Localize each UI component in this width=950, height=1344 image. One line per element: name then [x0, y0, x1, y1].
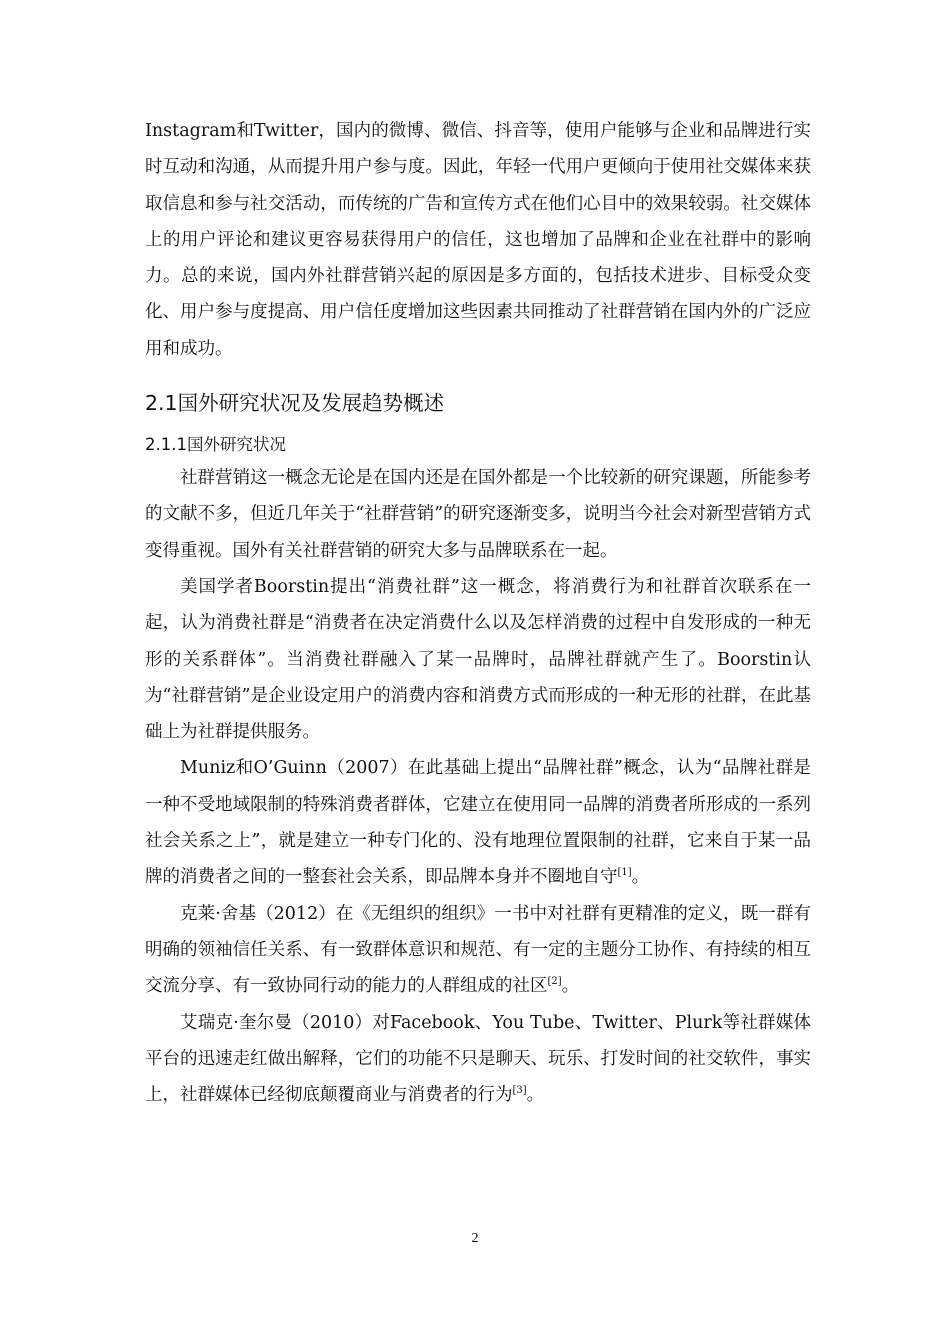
section-heading: 2.1国外研究状况及发展趋势概述 — [145, 391, 445, 416]
paragraph-shirky — [145, 896, 811, 1005]
citation-ref: [1] — [617, 867, 632, 879]
subsection-heading: 2.1.1国外研究状况 — [145, 435, 286, 455]
citation-ref: [3] — [512, 1085, 527, 1097]
paragraph-tail: 。 — [526, 1085, 545, 1106]
paragraph-text: 社群营销这一概念无论是在国内还是在国外都是一个比较新的研究课题，所能参考的文献不多，但近几年关于“社群营销”的研究逐渐变多，说明当今社会对新型营销方式变得重视。国外有关社群营销的研究大多与品牌联系在一起。 — [145, 468, 811, 561]
paragraph-text: 艾瑞克·奎尔曼（2010）对Facebook、You Tube、Twitter、Plurk等社群媒体平台的迅速走红做出解释，它们的功能不只是聊天、玩乐、打发时间的社交软件，事实上，社群媒体已经彻底颠覆商业与消费者的行为 — [145, 1012, 811, 1106]
paragraph-text: Muniz和O’Guinn（2007）在此基础上提出“品牌社群”概念，认为“品牌社群是一种不受地域限制的特殊消费者群体，它建立在使用同一品牌的消费者所形成的一系列社会关系之上”，就是建立一种专门化的、没有地理位置限制的社群，它来自于某一品牌的消费者之间的一整套社会关系，即品牌本身并不圈地自守 — [145, 758, 811, 888]
intro-paragraph: Instagram和Twitter，国内的微博、微信、抖音等，使用户能够与企业和品牌进行实时互动和沟通，从而提升用户参与度。因此，年轻一代用户更倾向于使用社交媒体来获取信息和参与社交活动，而传统的广告和宣传方式在他们心目中的效果较弱。社交媒体上的用户评论和建议更容易获得用户的信任，这也增加了品牌和企业在社群中的影响力。总的来说，国内外社群营销兴起的原因是多方面的，包括技术进步、目标受众变化、用户参与度提高、用户信任度增加这些因素共同推动了社群营销在国内外的广泛应用和成功。 — [145, 121, 811, 359]
paragraph-qualman — [145, 1005, 811, 1114]
paragraph-muniz-oguinn — [145, 750, 811, 895]
paragraph-boorstin — [145, 569, 811, 750]
paragraph-text: 美国学者Boorstin提出“消费社群”这一概念，将消费行为和社群首次联系在一起，认为消费社群是“消费者在决定消费什么以及怎样消费的过程中自发形成的一种无形的关系群体”。当消费社群融入了某一品牌时，品牌社群就产生了。Boorstin认为“社群营销”是企业设定用户的消费内容和消费方式而形成的一种无形的社群，在此基础上为社群提供服务。 — [145, 576, 811, 743]
paragraph-tail: 。 — [561, 976, 580, 997]
page-number: 2 — [471, 1231, 479, 1246]
paragraph-text: 克莱·舍基（2012）在《无组织的组织》一书中对社群有更精准的定义，既一群有明确的领袖信任关系、有一致群体意识和规范、有一定的主题分工协作、有持续的相互交流分享、有一致协同行动的能力的人群组成的社区 — [145, 903, 811, 997]
page-content — [145, 113, 811, 1113]
citation-ref: [2] — [547, 976, 562, 988]
paragraph-tail: 。 — [631, 867, 650, 888]
paragraph-concept-intro — [145, 460, 811, 569]
